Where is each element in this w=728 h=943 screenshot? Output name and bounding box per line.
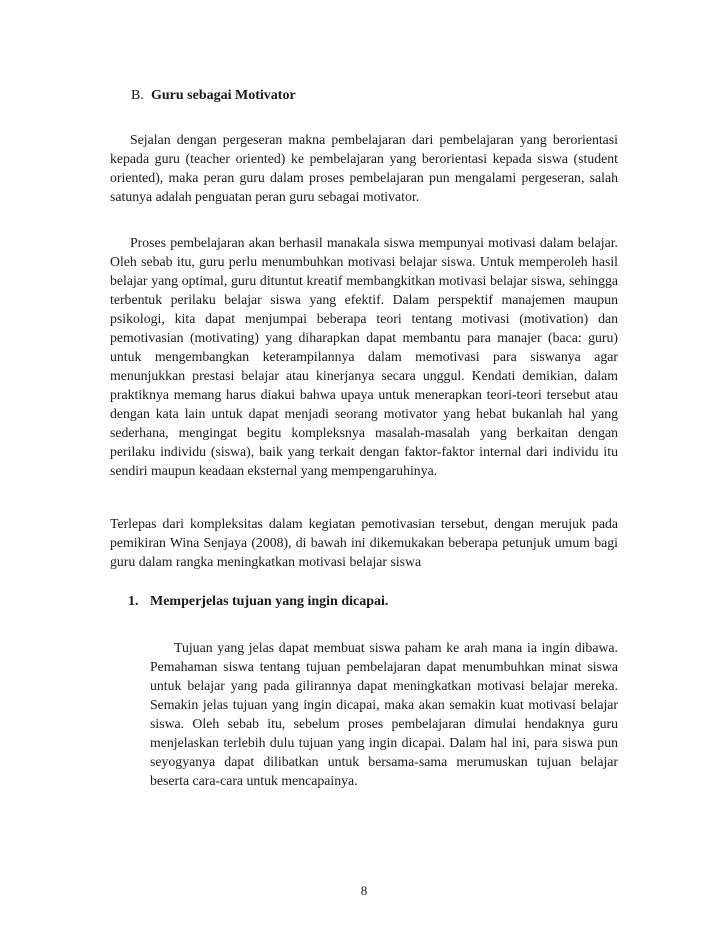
section-letter: B. — [131, 88, 144, 103]
paragraph-learning-process: Proses pembelajaran akan berhasil manakala siswa mempunyai motivasi dalam belajar. Oleh sebab itu, guru perlu menumbuhkan motivasi belajar siswa. Untuk memperoleh hasil belajar yang optimal, guru dituntut kreatif membangkitkan motivasi belajar siswa, sehingga terbentuk perilaku belajar siswa yang efektif. Dalam perspektif manajemen maupun psikologi, kita dapat menjumpai beberapa teori tentang motivasi (motivation) dan pemotivasian (motivating) yang diharapkan dapat membantu para manajer (baca: guru) untuk mengembangkan keterampilannya dalam memotivasi para siswanya agar menunjukkan prestasi belajar atau kinerjanya secara unggul. Kendati demikian, dalam praktiknya memang harus diakui bahwa upaya untuk menerapkan teori-teori tersebut atau dengan kata lain untuk dapat menjadi seorang motivator yang hebat bukanlah hal yang sederhana, mengingat begitu kompleksnya masalah-masalah yang berkaitan dengan perilaku individu (siswa), baik yang terkait dengan faktor-faktor internal dari individu itu sendiri maupun keadaan eksternal yang mempengaruhinya. — [110, 235, 618, 478]
list-item-body: Tujuan yang jelas dapat membuat siswa paham ke arah mana ia ingin dibawa. Pemahaman siswa tentang tujuan pembelajaran dapat menumbuhkan minat siswa untuk belajar yang pada gilirannya dapat meningkatkan motivasi belajar mereka. Semakin jelas tujuan yang ingin dicapai, maka akan semakin kuat motivasi belajar siswa. Oleh sebab itu, sebelum proses pembelajaran dimulai hendaknya guru menjelaskan terlebih dulu tujuan yang ingin dicapai. Dalam hal ini, para siswa pun seyogyanya dapat dilibatkan untuk bersama-sama merumuskan tujuan belajar beserta cara-cara untuk mencapainya. — [150, 640, 618, 788]
list-item-heading — [128, 592, 388, 612]
paragraph-intro: Sejalan dengan pergeseran makna pembelajaran dari pembelajaran yang berorientasi kepada guru (teacher oriented) ke pembelajaran yang berorientasi kepada siswa (student oriented), maka peran guru dalam proses pembelajaran pun mengalami pergeseran, salah satunya adalah penguatan peran guru sebagai motivator. — [110, 132, 618, 204]
list-item-number: 1. — [128, 594, 139, 609]
section-heading — [131, 86, 296, 106]
list-item-title: Memperjelas tujuan yang ingin dicapai. — [150, 594, 389, 609]
paragraph-complexity: Terlepas dari kompleksitas dalam kegiatan pemotivasian tersebut, dengan merujuk pada pemikiran Wina Senjaya (2008), di bawah ini dikemukakan beberapa petunjuk umum bagi guru dalam rangka meningkatkan motivasi belajar siswa — [110, 516, 618, 569]
section-title: Guru sebagai Motivator — [151, 88, 296, 103]
page-number: 8 — [360, 883, 368, 898]
